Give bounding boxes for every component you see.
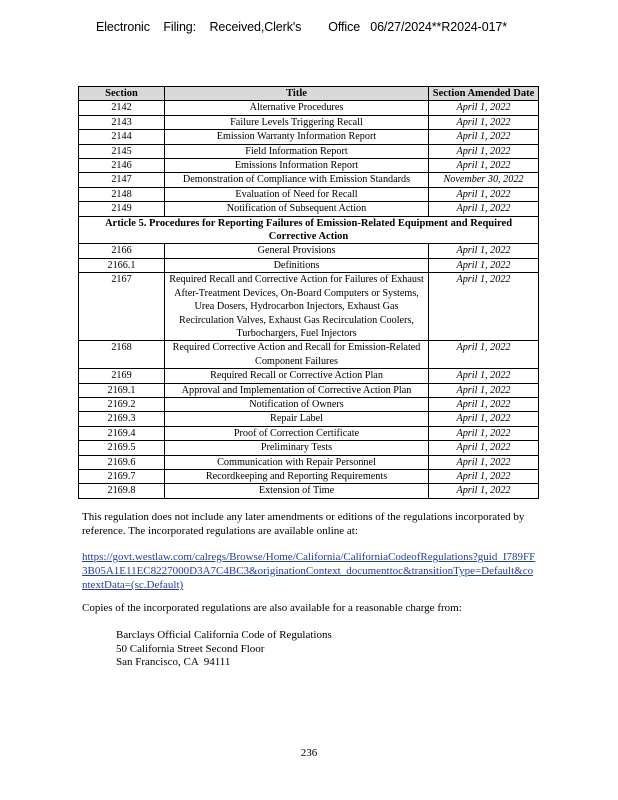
section-cell: 2142: [79, 101, 165, 115]
table-row: [79, 455, 539, 469]
date-cell: April 1, 2022: [429, 244, 539, 258]
article-heading: Article 5. Procedures for Reporting Failures of Emission-Related Equipment and Required Corrective Action: [79, 216, 539, 244]
column-header-title: Title: [165, 87, 429, 101]
section-cell: 2169: [79, 369, 165, 383]
section-cell: 2167: [79, 273, 165, 341]
date-cell: April 1, 2022: [429, 397, 539, 411]
title-cell: Recordkeeping and Reporting Requirements: [165, 469, 429, 483]
date-cell: April 1, 2022: [429, 369, 539, 383]
section-cell: 2168: [79, 341, 165, 369]
section-cell: 2169.3: [79, 412, 165, 426]
table-row: [79, 101, 539, 115]
address-line: San Francisco, CA 94111: [116, 656, 231, 669]
table-row: [79, 115, 539, 129]
title-cell: Evaluation of Need for Recall: [165, 187, 429, 201]
copies-note: Copies of the incorporated regulations are also available for a reasonable charge from:: [82, 602, 462, 614]
title-cell: Emissions Information Report: [165, 159, 429, 173]
table-row: [79, 397, 539, 411]
table-row: [79, 469, 539, 483]
date-cell: April 1, 2022: [429, 258, 539, 272]
address-line: Barclays Official California Code of Regulations: [116, 629, 332, 641]
title-cell: General Provisions: [165, 244, 429, 258]
address-block: [116, 629, 332, 670]
table-row: [79, 258, 539, 272]
table-header-row: [79, 87, 539, 101]
title-cell: Alternative Procedures: [165, 101, 429, 115]
title-cell: Communication with Repair Personnel: [165, 455, 429, 469]
date-cell: April 1, 2022: [429, 469, 539, 483]
title-cell: Definitions: [165, 258, 429, 272]
date-cell: April 1, 2022: [429, 115, 539, 129]
date-cell: April 1, 2022: [429, 455, 539, 469]
date-cell: April 1, 2022: [429, 383, 539, 397]
westlaw-link[interactable]: https://govt.westlaw.com/calregs/Browse/Home/California/CaliforniaCodeofRegulations?guid_I789FF3B05A1E11EC8227000D3A7C4BC3&originationContext_documenttoc&transitionType=Default&contextData=(sc.Default): [82, 551, 536, 591]
section-cell: 2144: [79, 130, 165, 144]
incorporation-note: This regulation does not include any later amendments or editions of the regulations incorporated by reference. The incorporated regulations are available online at:: [82, 511, 525, 537]
date-cell: April 1, 2022: [429, 412, 539, 426]
table-row: [79, 130, 539, 144]
date-cell: April 1, 2022: [429, 130, 539, 144]
table-body-article-5: [79, 244, 539, 498]
section-cell: 2169.8: [79, 484, 165, 498]
title-cell: Repair Label: [165, 412, 429, 426]
page-number: 236: [300, 747, 318, 759]
date-cell: April 1, 2022: [429, 484, 539, 498]
table-row: [79, 441, 539, 455]
table-body-article-4: [79, 101, 539, 216]
date-cell: April 1, 2022: [429, 187, 539, 201]
section-cell: 2149: [79, 202, 165, 216]
section-cell: 2146: [79, 159, 165, 173]
column-header-amended-date: Section Amended Date: [429, 87, 539, 101]
section-cell: 2169.2: [79, 397, 165, 411]
section-cell: 2169.1: [79, 383, 165, 397]
title-cell: Proof of Correction Certificate: [165, 426, 429, 440]
filing-stamp-header: Electronic Filing: Received,Clerk's Office 06/27/2024**R2024-017*: [96, 20, 508, 34]
title-cell: Notification of Owners: [165, 397, 429, 411]
table-row: [79, 426, 539, 440]
date-cell: November 30, 2022: [429, 173, 539, 187]
table-row: [79, 412, 539, 426]
title-cell: Required Recall and Corrective Action for Failures of Exhaust After-Treatment Devices, On-Board Computers or Systems, Urea Dosers, Hydrocarbon Injectors, Exhaust Gas Recirculation Valves, Exhaust Gas Recirculation Coolers, Turbochargers, Fuel Injectors: [165, 273, 429, 341]
section-cell: 2169.4: [79, 426, 165, 440]
address-line: 50 California Street Second Floor: [116, 642, 265, 655]
table-row: [79, 244, 539, 258]
date-cell: April 1, 2022: [429, 202, 539, 216]
title-cell: Extension of Time: [165, 484, 429, 498]
section-cell: 2147: [79, 173, 165, 187]
title-cell: Required Recall or Corrective Action Plan: [165, 369, 429, 383]
date-cell: April 1, 2022: [429, 159, 539, 173]
title-cell: Notification of Subsequent Action: [165, 202, 429, 216]
table-row: [79, 484, 539, 498]
title-cell: Preliminary Tests: [165, 441, 429, 455]
title-cell: Required Corrective Action and Recall for Emission-Related Component Failures: [165, 341, 429, 369]
date-cell: April 1, 2022: [429, 426, 539, 440]
regulation-table: [78, 86, 539, 499]
title-cell: Emission Warranty Information Report: [165, 130, 429, 144]
section-cell: 2166: [79, 244, 165, 258]
date-cell: April 1, 2022: [429, 441, 539, 455]
section-cell: 2169.5: [79, 441, 165, 455]
date-cell: April 1, 2022: [429, 144, 539, 158]
table-row: [79, 187, 539, 201]
section-cell: 2166.1: [79, 258, 165, 272]
title-cell: Field Information Report: [165, 144, 429, 158]
table-row: [79, 369, 539, 383]
date-cell: April 1, 2022: [429, 341, 539, 369]
table-row: [79, 341, 539, 369]
section-cell: 2169.6: [79, 455, 165, 469]
title-cell: Approval and Implementation of Corrective Action Plan: [165, 383, 429, 397]
date-cell: April 1, 2022: [429, 273, 539, 341]
date-cell: April 1, 2022: [429, 101, 539, 115]
section-cell: 2145: [79, 144, 165, 158]
table-row: [79, 144, 539, 158]
table-row: [79, 159, 539, 173]
table-row: [79, 273, 539, 341]
section-cell: 2169.7: [79, 469, 165, 483]
title-cell: Failure Levels Triggering Recall: [165, 115, 429, 129]
section-cell: 2143: [79, 115, 165, 129]
column-header-section: Section: [79, 87, 165, 101]
article-heading-row: [79, 216, 539, 244]
table-row: [79, 383, 539, 397]
title-cell: Demonstration of Compliance with Emission Standards: [165, 173, 429, 187]
section-cell: 2148: [79, 187, 165, 201]
table-row: [79, 202, 539, 216]
table-row: [79, 173, 539, 187]
